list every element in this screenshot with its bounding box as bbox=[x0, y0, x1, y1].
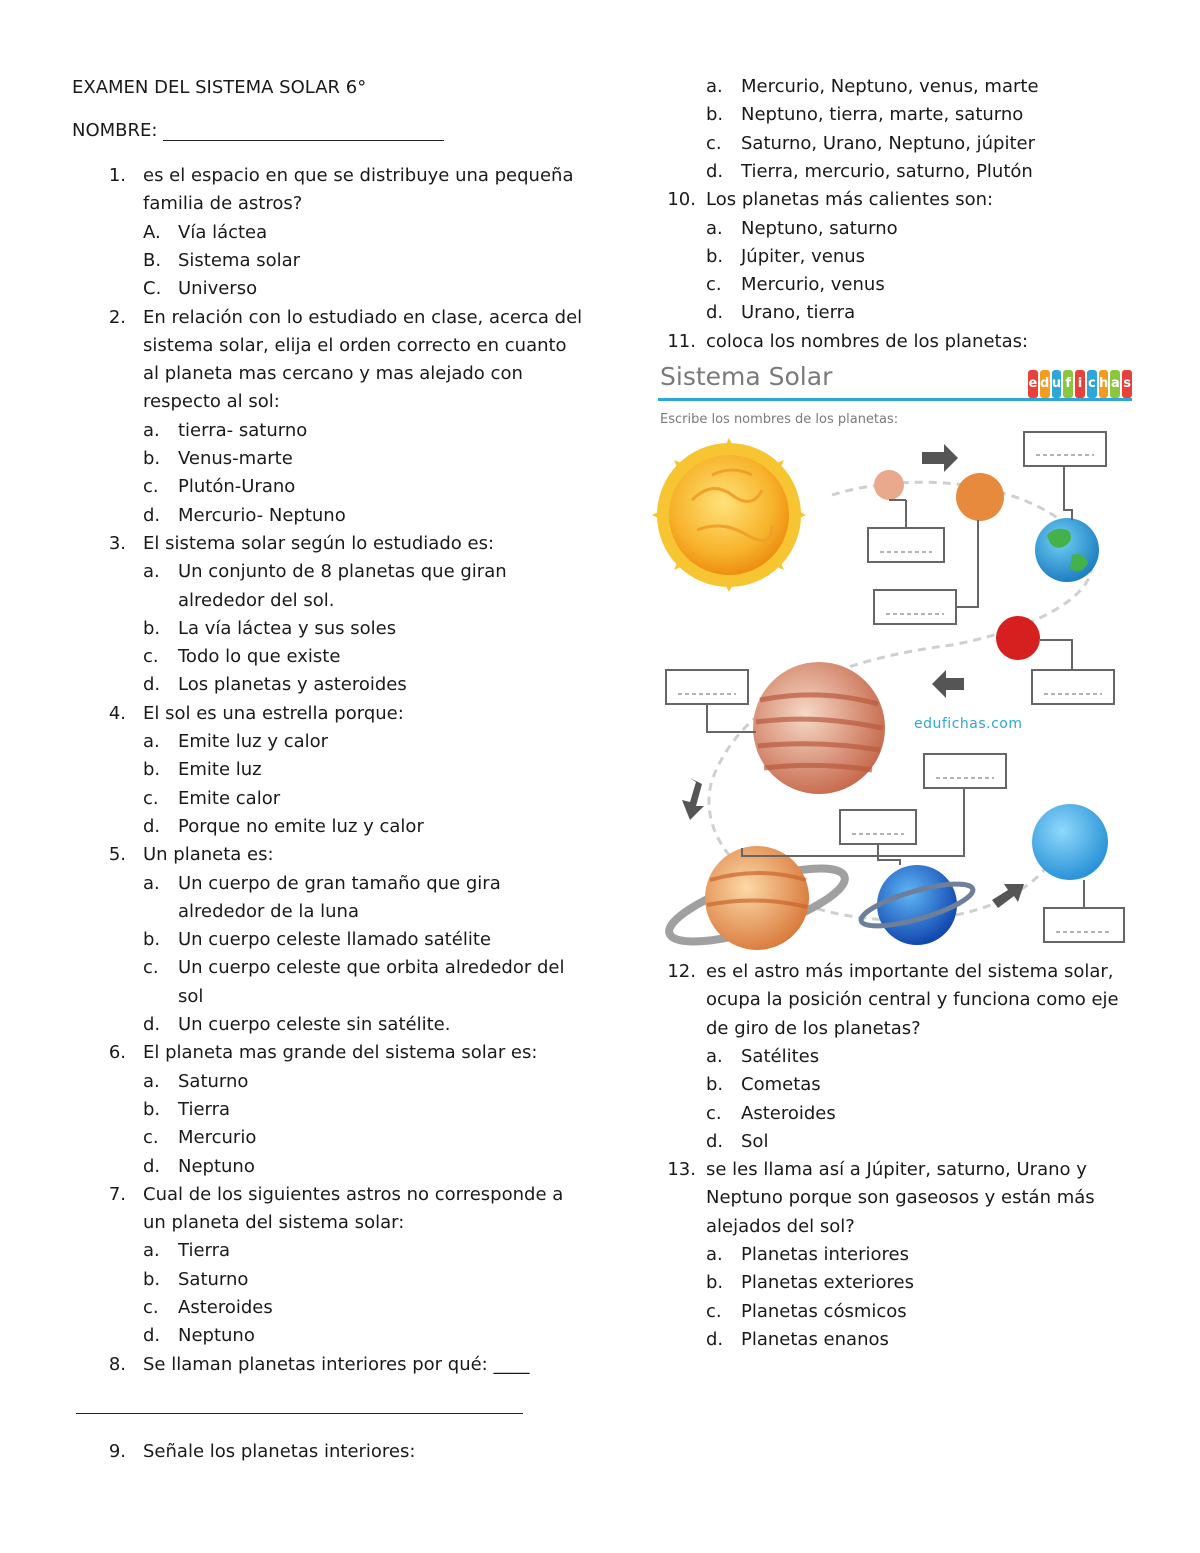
option-letter: d. bbox=[143, 1014, 161, 1035]
option-text: La vía láctea y sus soles bbox=[178, 617, 397, 639]
question-text: Cual de los siguientes astros no corresponde a bbox=[143, 1183, 564, 1205]
option-text: Saturno bbox=[178, 1268, 249, 1290]
option-letter: b. bbox=[706, 245, 724, 267]
option-text: Los planetas y asteroides bbox=[178, 674, 407, 696]
option-text: Mercurio, Neptuno, venus, marte bbox=[741, 76, 1039, 97]
question-text: Señale los planetas interiores: bbox=[143, 1440, 416, 1462]
answer-line-q8[interactable] bbox=[76, 1413, 523, 1414]
mars-illustration bbox=[996, 616, 1040, 660]
option-text: Emite calor bbox=[178, 787, 281, 809]
option-text: Urano, tierra bbox=[741, 302, 856, 324]
option-text: Plutón-Urano bbox=[178, 476, 296, 498]
exam-title: EXAMEN DEL SISTEMA SOLAR 6° bbox=[72, 77, 367, 98]
question-text: se les llama así a Júpiter, saturno, Urano y bbox=[706, 1159, 1087, 1181]
option-letter: d. bbox=[143, 1325, 161, 1347]
uranus-illustration bbox=[1032, 804, 1108, 880]
figure-title: Sistema Solar bbox=[660, 362, 833, 391]
solar-system-worksheet-image bbox=[652, 360, 1137, 950]
logo-letter: c bbox=[1087, 370, 1097, 398]
option-letter: c. bbox=[706, 1102, 722, 1124]
option-letter: c. bbox=[143, 1127, 159, 1149]
question-text: respecto al sol: bbox=[143, 391, 280, 413]
option-letter: c. bbox=[143, 957, 159, 979]
option-text: Sistema solar bbox=[178, 249, 301, 271]
option-text: Asteroides bbox=[741, 1102, 836, 1124]
name-label: NOMBRE: bbox=[72, 120, 158, 141]
question-text: alejados del sol? bbox=[706, 1215, 855, 1237]
option-letter: b. bbox=[706, 104, 724, 126]
question-text: de giro de los planetas? bbox=[706, 1017, 921, 1039]
option-text: alrededor de la luna bbox=[178, 900, 359, 922]
venus-illustration bbox=[956, 473, 1004, 521]
option-letter: a. bbox=[706, 1244, 723, 1265]
question-number: 8. bbox=[108, 1353, 126, 1375]
question-number: 6. bbox=[108, 1042, 126, 1064]
saturn-illustration bbox=[662, 846, 852, 950]
logo-letter: e bbox=[1028, 370, 1038, 398]
option-letter: c. bbox=[706, 132, 722, 154]
question-number: 2. bbox=[108, 306, 126, 328]
question-text: Neptuno porque son gaseosos y están más bbox=[706, 1187, 1095, 1209]
jupiter-illustration bbox=[753, 662, 885, 794]
option-text: Neptuno bbox=[178, 1325, 255, 1347]
option-letter: b. bbox=[143, 1098, 161, 1120]
option-letter: a. bbox=[706, 76, 723, 97]
option-letter: c. bbox=[143, 476, 159, 498]
option-text: Un cuerpo de gran tamaño que gira bbox=[178, 872, 501, 894]
option-text: Venus-marte bbox=[178, 448, 293, 469]
option-letter: d. bbox=[706, 160, 724, 182]
option-letter: d. bbox=[143, 1155, 161, 1177]
option-text: Neptuno, tierra, marte, saturno bbox=[741, 104, 1024, 126]
option-letter: a. bbox=[143, 1240, 160, 1262]
option-letter: b. bbox=[143, 929, 161, 951]
question-number: 10. bbox=[667, 189, 696, 211]
option-letter: a. bbox=[706, 217, 723, 239]
option-text: Todo lo que existe bbox=[178, 646, 341, 668]
option-text: Tierra bbox=[178, 1098, 231, 1120]
option-text: Júpiter, venus bbox=[741, 245, 866, 267]
option-text: Vía láctea bbox=[178, 221, 268, 243]
question-text: familia de astros? bbox=[143, 193, 303, 215]
question-text: ocupa la posición central y funciona como eje bbox=[706, 989, 1119, 1011]
question-text: Un planeta es: bbox=[143, 844, 274, 866]
name-answer-line[interactable] bbox=[163, 140, 444, 141]
option-letter: C. bbox=[143, 278, 162, 300]
option-text: Planetas exteriores bbox=[741, 1272, 914, 1294]
option-text: Tierra bbox=[178, 1240, 231, 1262]
question-number: 5. bbox=[108, 844, 126, 866]
solar-system-drawing bbox=[652, 360, 1137, 950]
logo-letter: u bbox=[1052, 370, 1062, 398]
option-letter: b. bbox=[706, 1272, 724, 1294]
option-text: alrededor del sol. bbox=[178, 589, 335, 611]
question-text: es el espacio en que se distribuye una pequeña bbox=[143, 165, 574, 186]
question-text: En relación con lo estudiado en clase, acerca del bbox=[143, 306, 583, 328]
option-text: Saturno, Urano, Neptuno, júpiter bbox=[741, 132, 1036, 154]
question-text: Los planetas más calientes son: bbox=[706, 189, 994, 211]
logo-letter: a bbox=[1110, 370, 1120, 398]
figure-brand: edufichas.com bbox=[914, 716, 1023, 732]
option-letter: d. bbox=[143, 504, 161, 526]
option-letter: b. bbox=[143, 759, 161, 781]
earth-illustration bbox=[1035, 518, 1099, 582]
option-letter: d. bbox=[706, 1130, 724, 1152]
option-text: tierra- saturno bbox=[178, 419, 308, 441]
option-text: Un cuerpo celeste llamado satélite bbox=[178, 929, 491, 951]
question-number: 12. bbox=[667, 961, 696, 982]
question-text: es el astro más importante del sistema solar, bbox=[706, 961, 1114, 982]
option-letter: b. bbox=[143, 617, 161, 639]
logo-letter: f bbox=[1063, 370, 1073, 398]
logo-letter: i bbox=[1075, 370, 1085, 398]
question-text: El sol es una estrella porque: bbox=[143, 702, 404, 724]
option-letter: a. bbox=[143, 731, 160, 752]
option-letter: B. bbox=[143, 249, 162, 271]
option-text: Neptuno, saturno bbox=[741, 217, 898, 239]
question-text: al planeta mas cercano y mas alejado con bbox=[143, 363, 523, 385]
logo-letter: d bbox=[1040, 370, 1050, 398]
option-letter: a. bbox=[143, 561, 160, 583]
logo-letter: h bbox=[1099, 370, 1109, 398]
option-text: Satélites bbox=[741, 1045, 820, 1067]
option-text: sol bbox=[178, 985, 204, 1007]
option-letter: d. bbox=[706, 302, 724, 324]
question-text: coloca los nombres de los planetas: bbox=[706, 330, 1029, 352]
option-letter: a. bbox=[143, 419, 160, 441]
option-letter: a. bbox=[706, 1045, 723, 1067]
option-text: Emite luz y calor bbox=[178, 731, 329, 752]
option-letter: b. bbox=[143, 448, 161, 469]
question-text: El sistema solar según lo estudiado es: bbox=[143, 532, 495, 554]
figure-subtitle: Escribe los nombres de los planetas: bbox=[660, 412, 899, 427]
sun-illustration bbox=[652, 438, 806, 592]
option-text: Un cuerpo celeste sin satélite. bbox=[178, 1014, 451, 1035]
neptune-illustration bbox=[857, 865, 976, 945]
option-text: Neptuno bbox=[178, 1155, 255, 1177]
question-number: 13. bbox=[667, 1159, 696, 1181]
question-number: 1. bbox=[108, 165, 126, 186]
option-text: Un cuerpo celeste que orbita alrededor del bbox=[178, 957, 565, 979]
option-letter: c. bbox=[706, 1300, 722, 1322]
option-text: Saturno bbox=[178, 1070, 249, 1092]
option-letter: A. bbox=[143, 221, 161, 243]
option-text: Cometas bbox=[741, 1074, 821, 1096]
option-letter: d. bbox=[706, 1328, 724, 1350]
option-text: Planetas enanos bbox=[741, 1328, 889, 1350]
question-text: Se llaman planetas interiores por qué: ____ bbox=[143, 1353, 530, 1375]
question-number: 11. bbox=[667, 330, 696, 352]
question-number: 3. bbox=[108, 532, 126, 554]
option-text: Mercurio- Neptuno bbox=[178, 504, 346, 526]
option-text: Emite luz bbox=[178, 759, 262, 781]
option-letter: c. bbox=[143, 646, 159, 668]
option-text: Planetas cósmicos bbox=[741, 1300, 907, 1322]
question-number: 9. bbox=[108, 1440, 126, 1462]
option-text: Planetas interiores bbox=[741, 1244, 909, 1265]
option-letter: c. bbox=[143, 1297, 159, 1318]
option-letter: d. bbox=[143, 815, 161, 837]
logo-letter: s bbox=[1122, 370, 1132, 398]
option-letter: a. bbox=[143, 872, 160, 894]
mercury-illustration bbox=[874, 470, 904, 500]
question-text: sistema solar, elija el orden correcto en cuanto bbox=[143, 334, 567, 356]
option-text: Un conjunto de 8 planetas que giran bbox=[178, 561, 507, 583]
option-text: Tierra, mercurio, saturno, Plutón bbox=[741, 160, 1033, 182]
option-text: Mercurio, venus bbox=[741, 274, 885, 296]
question-text: El planeta mas grande del sistema solar es: bbox=[143, 1042, 538, 1064]
question-number: 4. bbox=[108, 702, 126, 724]
option-text: Porque no emite luz y calor bbox=[178, 815, 424, 837]
option-letter: b. bbox=[143, 1268, 161, 1290]
option-letter: d. bbox=[143, 674, 161, 696]
option-text: Sol bbox=[741, 1130, 769, 1152]
option-letter: a. bbox=[143, 1070, 160, 1092]
option-letter: b. bbox=[706, 1074, 724, 1096]
option-text: Asteroides bbox=[178, 1297, 273, 1318]
question-text: un planeta del sistema solar: bbox=[143, 1212, 405, 1234]
option-text: Universo bbox=[178, 278, 258, 300]
option-text: Mercurio bbox=[178, 1127, 257, 1149]
option-letter: c. bbox=[143, 787, 159, 809]
question-number: 7. bbox=[108, 1183, 126, 1205]
option-letter: c. bbox=[706, 274, 722, 296]
